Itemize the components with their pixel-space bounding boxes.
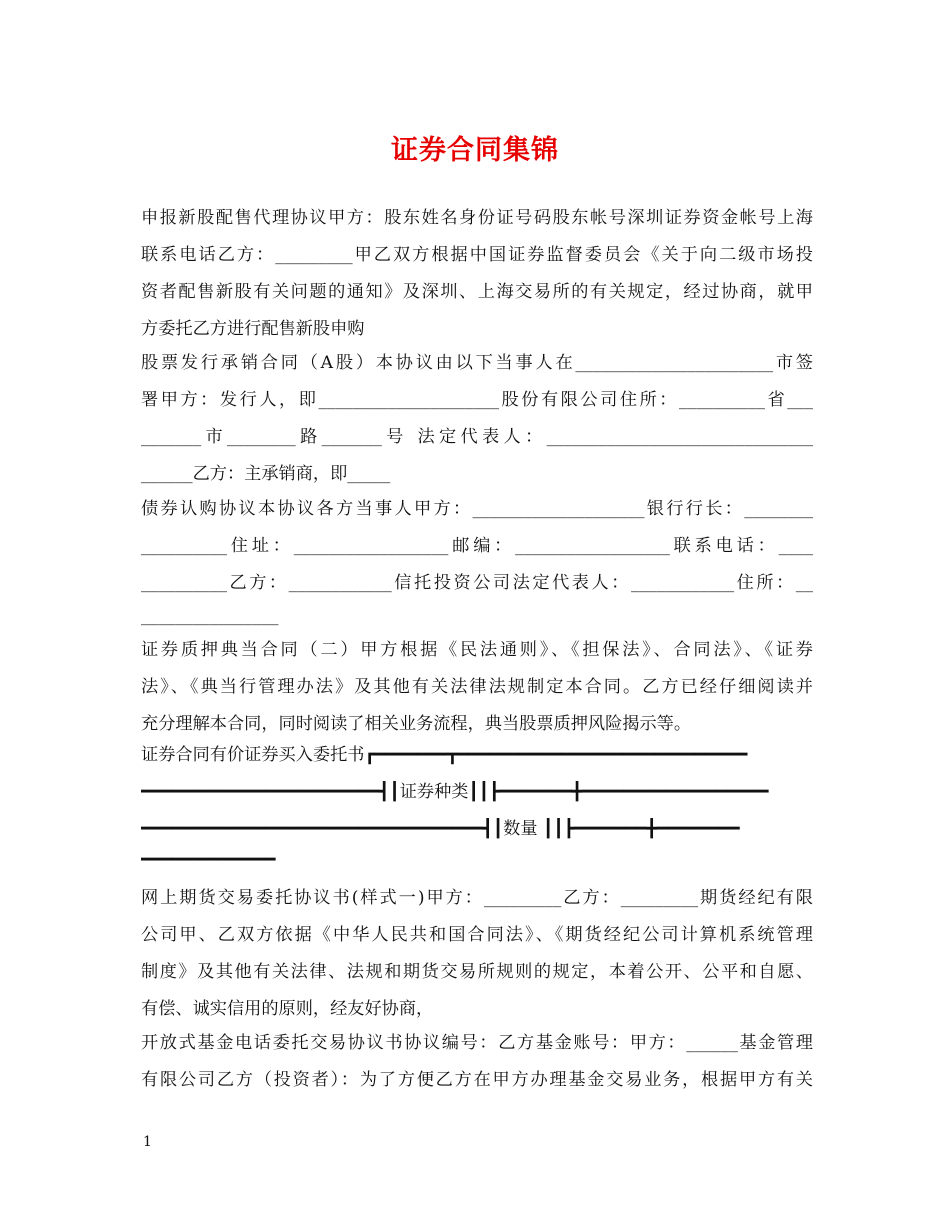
text-line: 申报新股配售代理协议甲方：股东姓名身份证号码股东帐号深圳证券资金帐号上海 [141, 208, 813, 228]
text-line: 股票发行承销合同（A股）本协议由以下当事人在_______________________市签 [141, 353, 813, 373]
text-line: 制度》及其他有关法律、法规和期货交易所规则的规定，本着公开、公平和自愿、 [141, 962, 813, 982]
text-line: 开放式基金电话委托交易协议书协议编号：乙方基金账号：甲方：______基金管理 [141, 1033, 813, 1053]
text-line: 公司甲、乙双方依据《中华人民共和国合同法》、《期货经纪公司计算机系统管理 [141, 925, 813, 945]
page-number: 1 [143, 1134, 152, 1150]
text-line: ______乙方：主承销商，即_____ [141, 464, 391, 484]
text-line: 有限公司乙方（投资者）：为了方便乙方在甲方办理基金交易业务，根据甲方有关 [141, 1070, 813, 1090]
text-line: 署甲方：发行人，即_____________________股份有限公司住所：__________省___ [141, 390, 813, 410]
text-line: __________住址：__________________邮编：__________________联系电话：____ [141, 536, 813, 556]
text-line: _______市________路_______号 法定代表人：_______________________________ [141, 427, 813, 447]
text-line: __________乙方：____________信托投资公司法定代表人：____________住所：__ [141, 573, 813, 593]
text-line: 证券合同有价证券买入委托书┏━━━━━━━┳━━━━━━━━━━━━━━━━━━━━━━━━━━━━ [141, 745, 748, 765]
text-line: 资者配售新股有关问题的通知》及深圳、上海交易所的有关规定，经过协商，就甲 [141, 282, 813, 302]
text-line: 有偿、诚实信用的原则，经友好协商， [141, 999, 434, 1019]
text-line: ━━━━━━━━━━━━━ [141, 850, 276, 870]
text-line: 充分理解本合同，同时阅读了相关业务流程，典当股票质押风险揭示等。 [141, 714, 692, 734]
document-title: 证券合同集锦 [391, 135, 559, 166]
text-line: ━━━━━━━━━━━━━━━━━━━━━━━┫┃证券种类┃┃┣━━━━━━━╋━━━━━━━━━━━━━━━━━━ [141, 782, 769, 802]
text-line: ________________ [141, 606, 279, 626]
text-line: 网上期货交易委托协议书(样式一)甲方：_________乙方：_________期货经纪有限 [141, 888, 813, 908]
text-line: 方委托乙方进行配售新股申购 [141, 319, 365, 339]
text-line: 证券质押典当合同（二）甲方根据《民法通则》、《担保法》、合同法》、《证券 [141, 640, 813, 660]
text-line: 联系电话乙方：_________甲乙双方根据中国证券监督委员会《关于向二级市场投 [141, 245, 813, 265]
text-line: 债券认购协议本协议各方当事人甲方：____________________银行行长：________ [141, 499, 813, 519]
text-line: 法》、《典当行管理办法》及其他有关法律法规制定本合同。乙方已经仔细阅读并 [141, 677, 813, 697]
text-line: ━━━━━━━━━━━━━━━━━━━━━━━━━━━━━━━━━┫┃数量 ┃┃┣━━━━━━━╋━━━━━━━━ [141, 819, 740, 839]
